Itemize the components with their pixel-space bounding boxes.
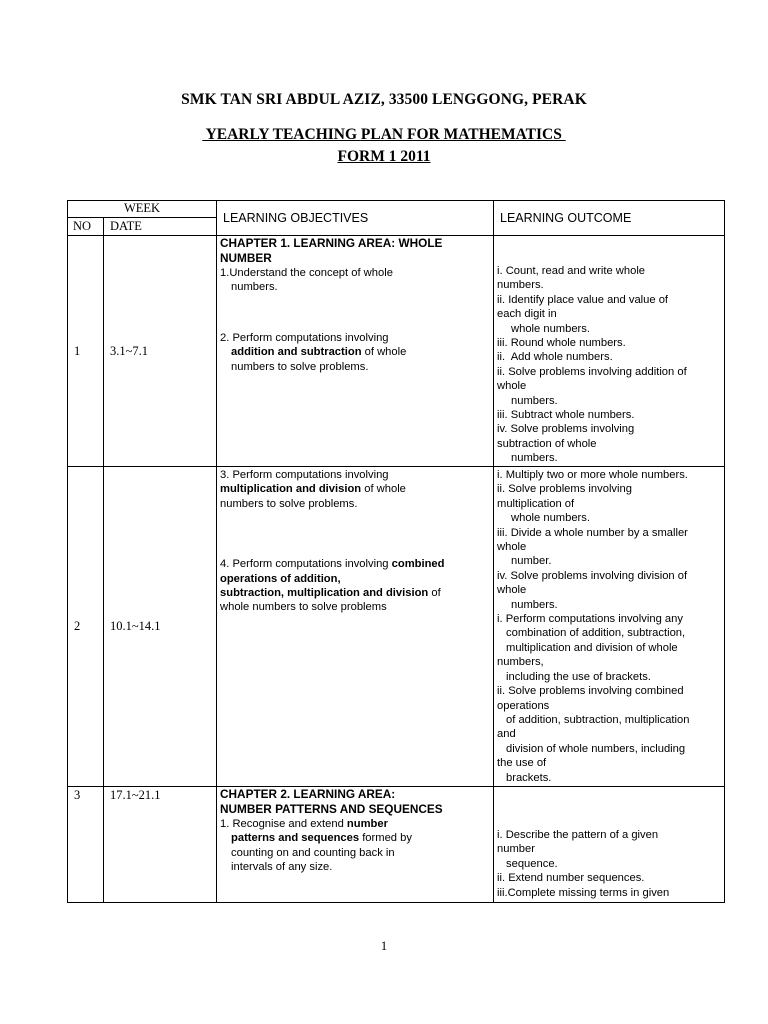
outcome-item: numbers. bbox=[511, 598, 558, 611]
outcome-item: ii. Solve problems involving addition of bbox=[497, 365, 687, 378]
objective-text: patterns and sequences formed by bbox=[231, 832, 412, 845]
outcome-item: combination of addition, subtraction, bbox=[506, 627, 686, 640]
learning-objectives-cell bbox=[217, 787, 494, 903]
learning-objectives-cell bbox=[217, 467, 494, 787]
objective-text: numbers to solve problems. bbox=[220, 497, 358, 510]
objective-text: 3. Perform computations involving bbox=[220, 469, 389, 481]
page-number: 1 bbox=[380, 939, 388, 953]
outcome-item: brackets. bbox=[506, 771, 552, 784]
school-name: SMK TAN SRI ABDUL AZIZ, 33500 LENGGONG, PERAK bbox=[181, 91, 587, 108]
plan-title: YEARLY TEACHING PLAN FOR MATHEMATICS bbox=[202, 126, 566, 143]
objective-text: subtraction, multiplication and division of bbox=[220, 587, 441, 600]
outcome-item: numbers, bbox=[497, 656, 544, 669]
objective-text: counting on and counting back in bbox=[231, 846, 395, 859]
outcome-item: multiplication and division of whole bbox=[506, 641, 678, 654]
chapter-heading: CHAPTER 1. LEARNING AREA: WHOLE NUMBER bbox=[220, 236, 443, 265]
row-number: 3 bbox=[68, 787, 104, 903]
plan-subtitle: FORM 1 2011 bbox=[337, 148, 431, 165]
row-date: 3.1~7.1 bbox=[104, 236, 217, 467]
outcome-item: i. Describe the pattern of a given bbox=[497, 829, 659, 841]
table-row bbox=[68, 787, 725, 903]
row-date: 17.1~21.1 bbox=[104, 787, 217, 903]
learning-outcome-cell bbox=[494, 236, 725, 467]
outcome-item: ii. Solve problems involving combined bbox=[497, 685, 684, 698]
table-row bbox=[68, 236, 725, 467]
outcome-item: number. bbox=[511, 555, 552, 568]
outcome-item: and bbox=[497, 728, 516, 741]
outcome-item: division of whole numbers, including bbox=[506, 742, 686, 755]
learning-objectives-cell bbox=[217, 236, 494, 467]
objective-text: whole numbers to solve problems bbox=[220, 601, 387, 614]
outcome-item: number bbox=[497, 843, 535, 856]
no-header: NO bbox=[68, 218, 104, 236]
outcome-item: iv. Solve problems involving bbox=[497, 423, 635, 436]
table-header-row bbox=[68, 201, 725, 218]
objective-text: multiplication and division of whole bbox=[220, 483, 406, 496]
chapter-heading: NUMBER PATTERNS AND SEQUENCES bbox=[220, 802, 443, 816]
outcome-item: iii.Complete missing terms in given bbox=[497, 886, 670, 899]
outcome-item: the use of bbox=[497, 757, 547, 770]
outcome-item: multiplication of bbox=[497, 497, 575, 510]
outcome-item: sequence. bbox=[506, 857, 558, 870]
outcome-item: whole numbers. bbox=[511, 512, 590, 525]
row-date: 10.1~14.1 bbox=[104, 467, 217, 787]
outcome-item: subtraction of whole bbox=[497, 437, 597, 450]
outcome-item: iii. Subtract whole numbers. bbox=[497, 409, 635, 422]
date-header: DATE bbox=[104, 218, 217, 236]
objective-text: 1. Recognise and extend number bbox=[220, 818, 388, 830]
outcome-item: iii. Round whole numbers. bbox=[497, 337, 626, 350]
outcome-item: numbers. bbox=[511, 452, 558, 465]
outcome-item: ii. Extend number sequences. bbox=[497, 872, 645, 885]
outcome-item: iv. Solve problems involving division of bbox=[497, 569, 688, 582]
outcome-item: whole bbox=[497, 541, 527, 554]
learning-outcome-cell bbox=[494, 787, 725, 903]
outcome-item: whole numbers. bbox=[511, 322, 590, 335]
outcome-item: ii. Solve problems involving bbox=[497, 483, 632, 496]
row-number: 1 bbox=[68, 236, 104, 467]
table-row bbox=[68, 467, 725, 787]
outcome-item: ii. Identify place value and value of bbox=[497, 293, 669, 306]
objective-text: operations of addition, bbox=[220, 572, 341, 585]
row-number: 2 bbox=[68, 467, 104, 787]
outcome-item: i. Count, read and write whole bbox=[497, 265, 646, 277]
objective-text: 1.Understand the concept of whole bbox=[220, 267, 393, 279]
objective-text: 2. Perform computations involving bbox=[220, 331, 389, 344]
outcome-item: numbers. bbox=[511, 394, 558, 407]
teaching-plan-table bbox=[67, 200, 725, 903]
objective-text: intervals of any size. bbox=[231, 861, 333, 874]
outcome-item: operations bbox=[497, 699, 550, 712]
outcome-item: whole bbox=[497, 584, 527, 597]
outcome-item: each digit in bbox=[497, 308, 557, 321]
week-header: WEEK bbox=[68, 201, 217, 218]
outcome-item: iii. Divide a whole number by a smaller bbox=[497, 526, 688, 539]
objective-text: addition and subtraction of whole bbox=[231, 346, 407, 359]
outcome-item: of addition, subtraction, multiplication bbox=[506, 713, 690, 726]
chapter-heading: CHAPTER 2. LEARNING AREA: bbox=[220, 787, 396, 801]
outcome-item: i. Perform computations involving any bbox=[497, 613, 683, 626]
outcome-item: ii. Add whole numbers. bbox=[497, 351, 613, 364]
objective-text: 4. Perform computations involving combined bbox=[220, 558, 445, 571]
outcome-item: numbers. bbox=[497, 279, 544, 292]
outcome-header: LEARNING OUTCOME bbox=[494, 201, 725, 236]
learning-outcome-cell bbox=[494, 467, 725, 787]
objective-text: numbers. bbox=[231, 281, 278, 294]
objectives-header: LEARNING OBJECTIVES bbox=[217, 201, 494, 236]
outcome-item: including the use of brackets. bbox=[506, 670, 651, 683]
outcome-item: whole bbox=[497, 380, 527, 393]
outcome-item: i. Multiply two or more whole numbers. bbox=[497, 469, 688, 481]
objective-text: numbers to solve problems. bbox=[231, 360, 369, 373]
